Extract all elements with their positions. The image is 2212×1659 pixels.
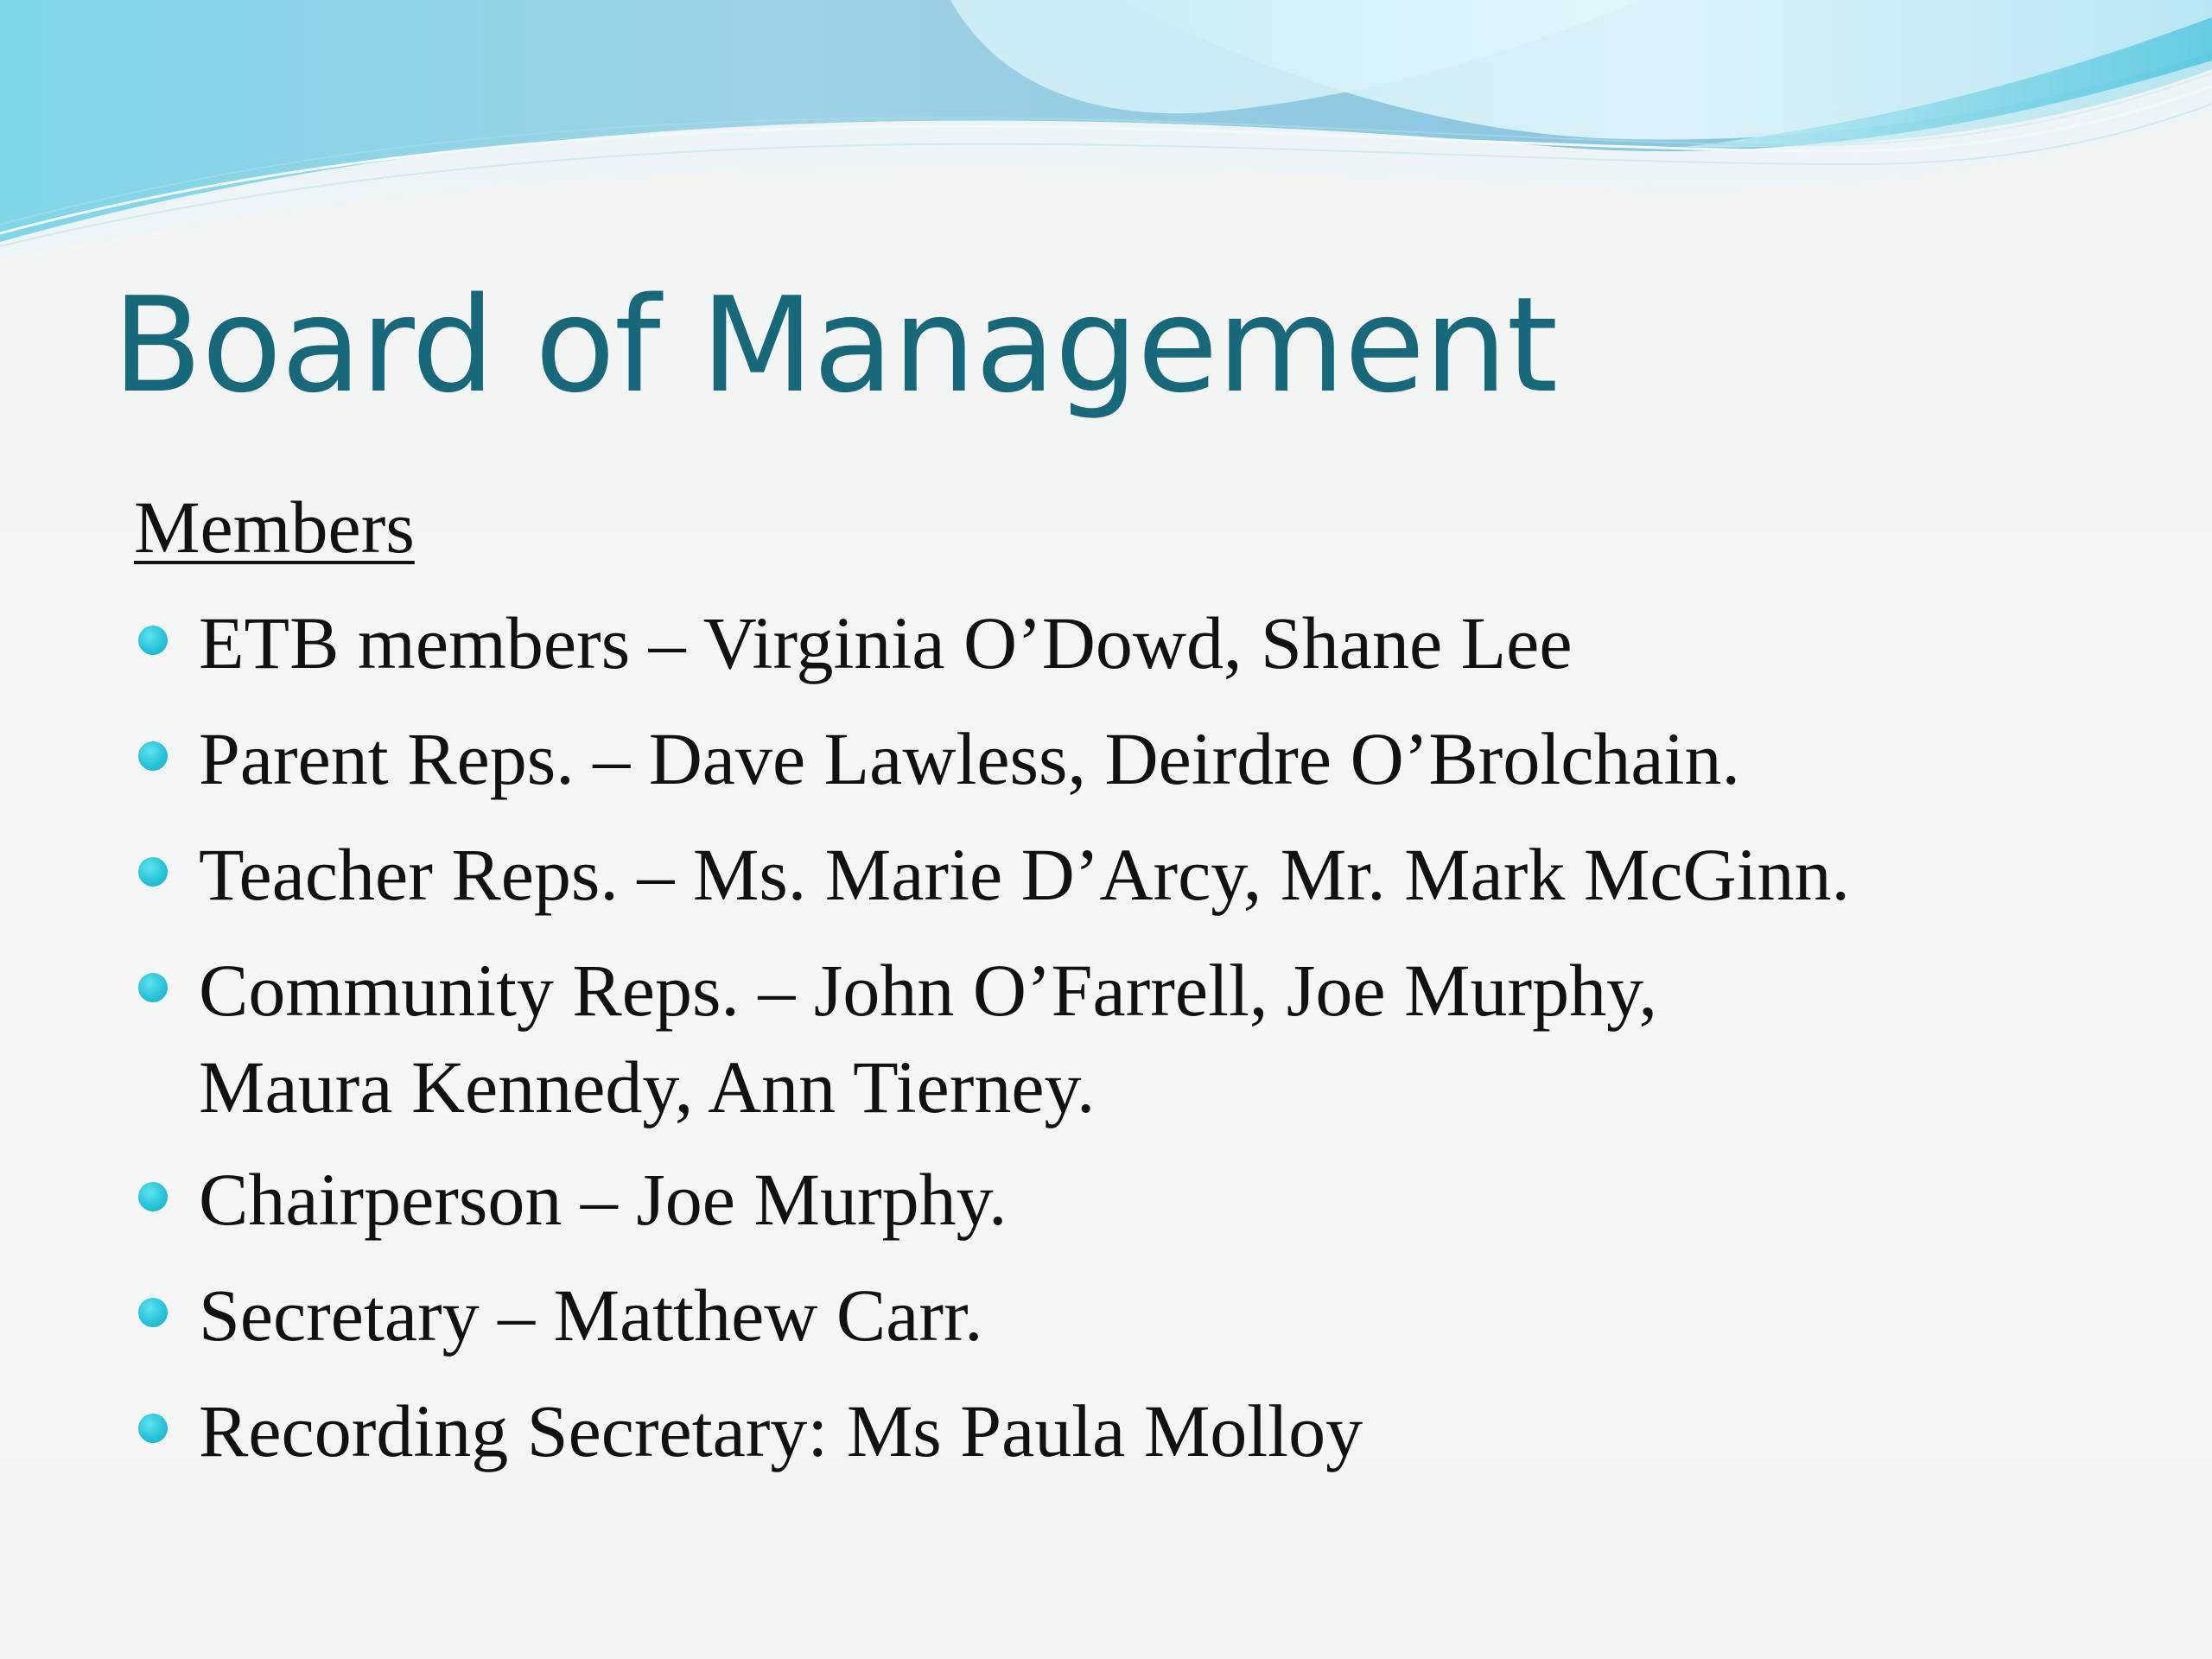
bullet-text: Teacher Reps. – Ms. Marie D’Arcy, Mr. Mark McGinn.	[199, 833, 1850, 916]
bullet-dot-icon	[138, 741, 168, 771]
bullet-item-etb-members	[199, 594, 1573, 691]
bullet-item-recording-secretary	[199, 1382, 1363, 1479]
bullet-dot-icon	[138, 1414, 168, 1443]
bullet-item-teacher-reps	[199, 826, 1850, 923]
slide-title: Board of Management	[112, 269, 1558, 422]
bullet-dot-icon	[138, 1182, 168, 1211]
header-wave-decoration	[0, 0, 2212, 259]
bullet-text: Recording Secretary: Ms Paula Molloy	[199, 1389, 1363, 1472]
bullet-item-parent-reps	[199, 710, 1740, 807]
bullet-text: Parent Reps. – Dave Lawless, Deirdre O’Brolchain.	[199, 717, 1740, 800]
bullet-dot-icon	[138, 857, 168, 887]
bullet-text: Secretary – Matthew Carr.	[199, 1274, 983, 1357]
bullet-item-community-reps	[199, 942, 1657, 1135]
bullet-item-chairperson	[199, 1151, 1007, 1248]
bullet-item-secretary	[199, 1267, 982, 1363]
bullet-text-line-1: Community Reps. – John O’Farrell, Joe Murphy,	[199, 949, 1658, 1032]
bullet-dot-icon	[138, 1298, 168, 1327]
bullet-text: ETB members – Virginia O’Dowd, Shane Lee	[199, 601, 1573, 684]
members-heading: Members	[134, 486, 415, 569]
bullet-dot-icon	[138, 626, 168, 655]
bullet-text-line-2: Maura Kennedy, Ann Tierney.	[199, 1046, 1096, 1128]
bullet-dot-icon	[138, 973, 168, 1002]
bullet-text: Chairperson – Joe Murphy.	[199, 1158, 1007, 1241]
